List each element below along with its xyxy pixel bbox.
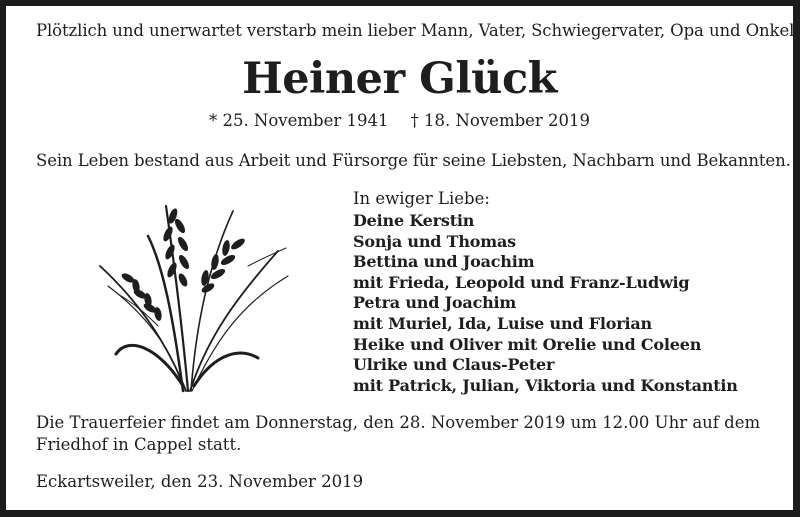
- life-statement: Sein Leben bestand aus Arbeit und Fürsorge für seine Liebsten, Nachbarn und Bekannten.: [36, 151, 791, 170]
- service-line-1: Die Trauerfeier findet am Donnerstag, den 28. November 2019 um 12.00 Uhr auf dem: [36, 413, 761, 432]
- obituary-notice: [6, 6, 793, 510]
- mourner-name: Ulrike und Claus-Peter: [353, 355, 555, 375]
- mourner-name: Deine Kerstin: [353, 211, 475, 230]
- mourner-name: Heike und Oliver mit Orelie und Coleen: [353, 334, 702, 354]
- mourner-name: mit Muriel, Ida, Luise und Florian: [353, 313, 652, 333]
- mourner-name: Petra und Joachim: [353, 293, 517, 313]
- mourners-list: [353, 188, 738, 396]
- mourners-heading: In ewiger Liebe:: [353, 189, 490, 208]
- mourner-name: mit Frieda, Leopold und Franz-Ludwig: [353, 272, 690, 292]
- wheat-ears-icon: [88, 186, 298, 401]
- mourner-name: Bettina und Joachim: [353, 252, 535, 272]
- funeral-service-info: [36, 412, 776, 456]
- mourner-name: Sonja und Thomas: [353, 231, 516, 251]
- deceased-name: Heiner Glück: [242, 54, 557, 104]
- place-and-date: Eckartsweiler, den 23. November 2019: [36, 472, 364, 491]
- mourner-name: mit Patrick, Julian, Viktoria und Konstantin: [353, 375, 738, 395]
- life-dates: [6, 111, 793, 130]
- service-line-2: Friedhof in Cappel statt.: [36, 435, 242, 454]
- birth-date: * 25. November 1941: [208, 111, 389, 130]
- death-date: † 18. November 2019: [410, 111, 591, 130]
- intro-text: Plötzlich und unerwartet verstarb mein lieber Mann, Vater, Schwiegervater, Opa und Onkel: [36, 21, 795, 40]
